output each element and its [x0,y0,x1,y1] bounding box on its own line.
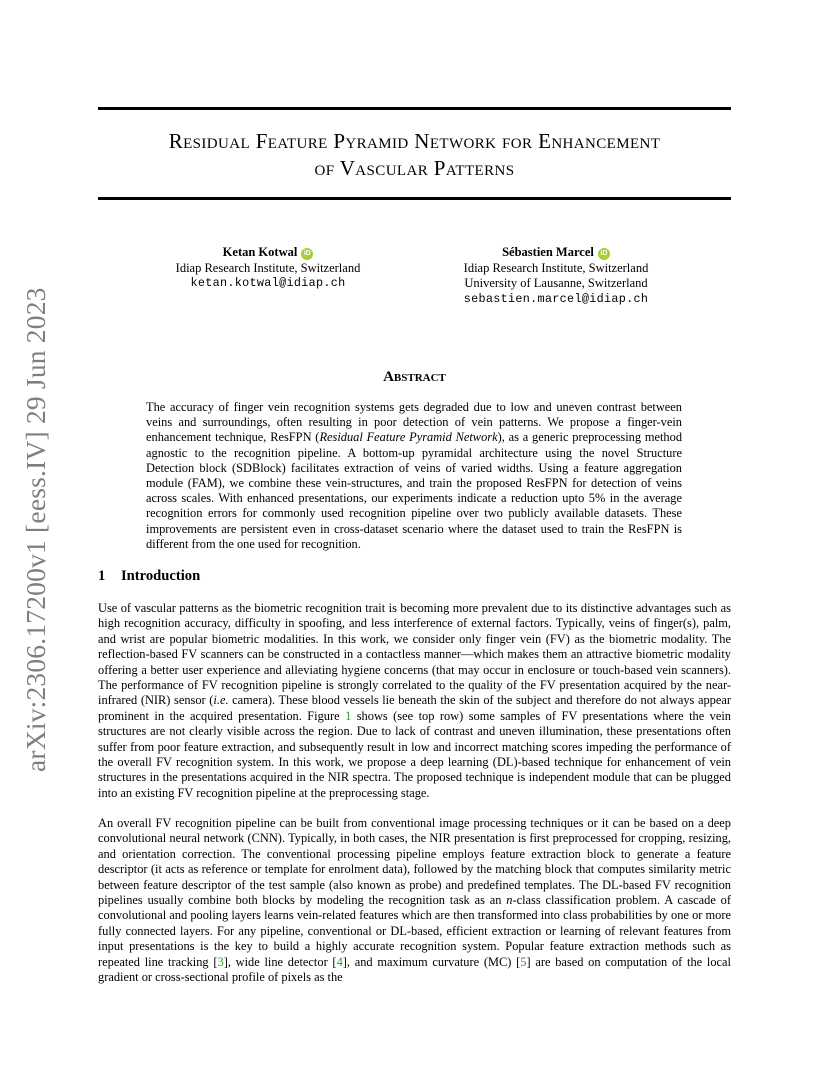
paragraph-text: Use of vascular patterns as the biometric recognition trait is becoming more prevalent due to its distinctive advantages such as high recognition accuracy, difficulty in spoofing, and less interference of external factors. Typically, veins of finger(s), palm, and wrist are popular biometric modalities. In this work, we consider only finger vein (FV) as the biometric modality. The reflection-based FV scanners can be constructed in a contactless manner—which makes them an attractive biometric modality offering a better user experience and alleviating hygiene concerns (that may occur in enclosure or touch-based vein scanners). The performance of FV recognition pipeline is strongly correlated to the quality of the FV presentation acquired by the near-infrared (NIR) sensor ( [98,601,731,708]
paragraph-text: An overall FV recognition pipeline can be built from conventional image processing techniques or it can be based on a deep convolutional neural network (CNN). Typically, in both cases, the NIR presentation is first preprocessed for cropping, resizing, and orientation correction. The conventional processing pipeline employs feature extraction block to generate a feature descriptor (it acts as reference or template for enrolment data), followed by the matching block that computes similarity metric between feature descriptor of the test sample (also known as probe) and predefined templates. The DL-based FV recognition pipelines usually combine both blocks by modeling the recognition task as an [98,816,731,908]
author-affiliation: Idiap Research Institute, Switzerland [463,260,649,275]
abstract-emphasis: Residual Feature Pyramid Network [319,430,498,445]
figure-reference-link[interactable]: 1 [345,708,352,723]
title-rule-top [98,107,731,110]
title-line-2: of Vascular Patterns [314,156,515,180]
math-variable: n [506,893,513,908]
paragraph-text: ] are based on computation of the local gradient or cross-sectional profile of pixels as the [98,954,731,985]
title-line-1: Residual Feature Pyramid Network for Enhancement [168,129,661,153]
paragraph-text: shows (see top row) some samples of FV presentations where the vein structures are not clearly visible across the region. Due to lack of contrast and uneven illumination, these presentations often suffer from poor feature extraction, and subsequently result in low and incorrect matching scores impeding the performance of the overall FV recognition system. In this work, we propose a deep learning (DL)-based technique for enhancement of vein structures in the presentations acquired in the NIR spectra. The proposed technique is independent module that can be plugged into an existing FV recognition pipeline at the preprocessing stage. [98,708,731,800]
paragraph-text: ], and maximum curvature (MC) [ [342,954,521,969]
intro-paragraph-2 [98,816,731,985]
arxiv-side-stamp: arXiv:2306.17200v1 [eess.IV] 29 Jun 2023 [20,287,51,772]
author-name: Sébastien Marcel [502,245,594,259]
paragraph-emphasis: i.e. [213,693,229,708]
author-affiliation: Idiap Research Institute, Switzerland [175,260,361,275]
paragraph-text: ], wide line detector [ [223,954,337,969]
citation-link[interactable]: 4 [336,954,343,969]
orcid-icon[interactable]: iD [598,248,610,260]
section-number: 1 [98,568,106,584]
orcid-icon[interactable]: iD [301,248,313,260]
abstract-text [146,400,682,552]
section-heading-introduction [98,568,200,585]
author-email[interactable]: ketan.kotwal@idiap.ch [190,276,346,290]
intro-paragraph-1 [98,601,731,801]
author-email[interactable]: sebastien.marcel@idiap.ch [463,291,649,306]
section-title: Introduction [121,568,201,584]
title-rule-bottom [98,197,731,200]
citation-link[interactable]: 5 [520,954,527,969]
author-block-1 [158,245,378,292]
abstract-text-part: ), as a generic preprocessing method agnostic to the recognition pipeline. A bottom-up pyramidal architecture using the novel Structure Detection block (SDBlock) facilitates extraction of veins of varied widths. Using a feature aggregation module (FAM), we combine these vein-structures, and train the proposed ResFPN for detection of veins across scales. With enhanced presentations, our experiments indicate a reduction upto 5% in the average recognition errors for commonly used recognition pipeline over two publicly available datasets. These improvements are persistent even in cross-dataset scenario where the dataset used to train the ResFPN is different from the one used for recognition. [146,430,683,551]
paragraph-text: camera). These blood vessels lie beneath the skin of the subject and therefore do not always appear prominent in the acquired presentation. Figure [98,693,731,723]
abstract-heading: Abstract [383,369,446,385]
paragraph-text: -class classification problem. A cascade of convolutional and pooling layers learns vein-related features which are then transformed into class probabilities by one or more fully connected layers. For any pipeline, conventional or DL-based, efficient extraction or learning of relevant features from input presentations is the key to build a highly accurate recognition system. Popular feature extraction methods such as repeated line tracking [ [98,893,731,969]
author-affiliation-2: University of Lausanne, Switzerland [464,276,648,290]
author-block-2 [445,245,667,307]
paper-title [98,128,731,182]
abstract-text-part: The accuracy of finger vein recognition systems gets degraded due to low and uneven contrast between veins and surroundings, often resulting in poor detection of vein patterns. We propose a finger-vein enhancement technique, ResFPN ( [146,400,682,445]
author-name: Ketan Kotwal [222,245,298,259]
citation-link[interactable]: 3 [217,954,224,969]
